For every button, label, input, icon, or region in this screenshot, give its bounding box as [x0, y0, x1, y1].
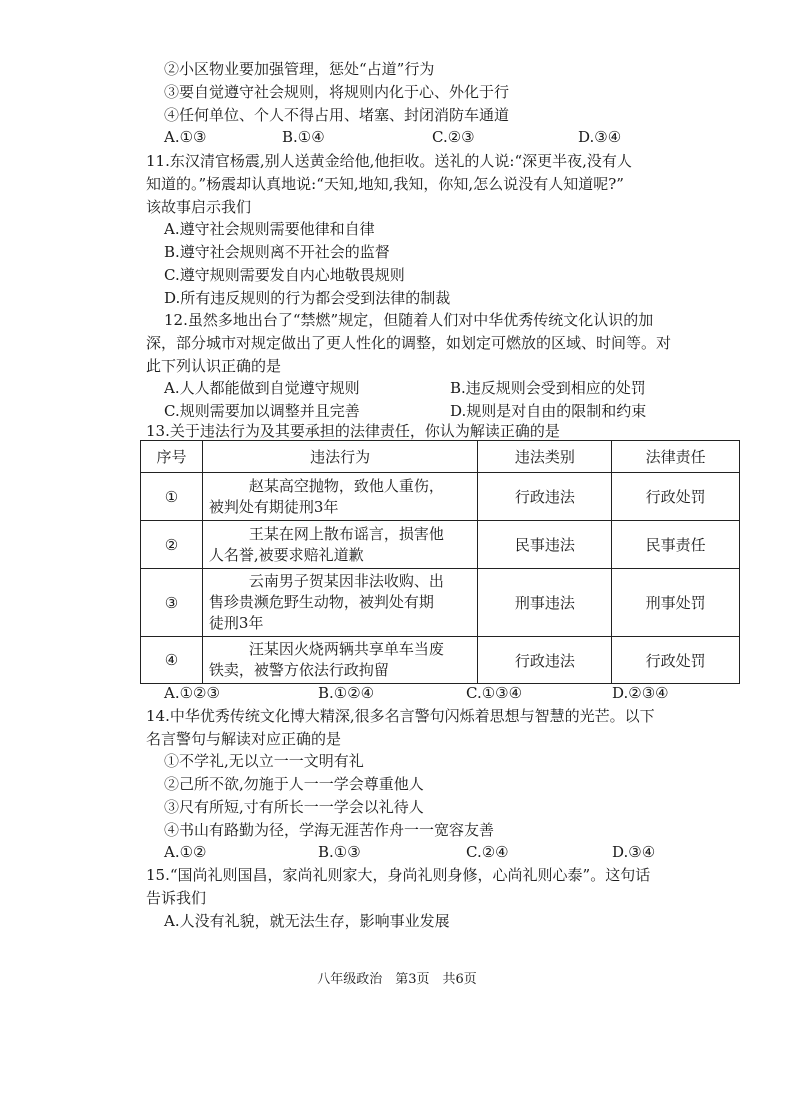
row-type: 行政违法	[478, 637, 612, 684]
q11-choice-b: B.遵守社会规则离不开社会的监督	[164, 243, 390, 261]
violation-table	[140, 440, 740, 684]
q12-choice-b: B.违反规则会受到相应的处罚	[450, 379, 646, 397]
table-row	[141, 637, 740, 684]
q11-stem-line1: 11.东汉清官杨震,别人送黄金给他,他拒收。送礼的人说:“深更半夜,没有人	[146, 152, 632, 170]
header-act: 违法行为	[202, 441, 478, 473]
q11-choice-c: C.遵守规则需要发自内心地敬畏规则	[164, 266, 405, 284]
q12-choice-a: A.人人都能做到自觉遵守规则	[164, 379, 360, 397]
table-row	[141, 521, 740, 569]
q13-choice-a: A.①②③	[164, 684, 220, 702]
table-header-row	[141, 441, 740, 473]
row-type: 民事违法	[478, 521, 612, 569]
option-4: ④任何单位、个人不得占用、堵塞、封闭消防车通道	[164, 106, 510, 124]
choice-c: C.②③	[432, 128, 475, 146]
q13-choice-b: B.①②④	[318, 684, 375, 702]
row-act: 赵某高空抛物，致他人重伤， 被判处有期徒刑3年	[202, 473, 478, 521]
q12-choice-c: C.规则需要加以调整并且完善	[164, 402, 360, 420]
table-row	[141, 569, 740, 637]
choice-b: B.①④	[282, 128, 325, 146]
choice-a: A.①③	[164, 128, 207, 146]
q14-stem-line2: 名言警句与解读对应正确的是	[146, 730, 342, 748]
q11-stem-line2: 知道的。”杨震却认真地说:“天知,地知,我知，你知,怎么说没有人知道呢?”	[146, 175, 624, 193]
choice-d: D.③④	[578, 128, 622, 146]
row-no: ①	[141, 473, 203, 521]
q14-choices	[164, 841, 724, 863]
q12-choices-row1	[164, 377, 724, 399]
option-3: ③要自觉遵守社会规则，将规则内化于心、外化于行	[164, 83, 510, 101]
q14-item-4: ④书山有路勤为径，学海无涯苦作舟一一宽容友善	[164, 821, 495, 839]
q13-choice-c: C.①③④	[466, 684, 523, 702]
row-resp: 刑事处罚	[612, 569, 740, 637]
q14-stem-line1: 14.中华优秀传统文化博大精深,很多名言警句闪烁着思想与智慧的光芒。以下	[146, 707, 655, 725]
q13-choice-d: D.②③④	[612, 684, 669, 702]
row-no: ②	[141, 521, 203, 569]
q13-stem: 13.关于违法行为及其要承担的法律责任，你认为解读正确的是	[146, 422, 560, 440]
row-resp: 行政处罚	[612, 637, 740, 684]
q13-choices	[164, 682, 724, 704]
q12-choices-row2	[164, 400, 724, 422]
row-resp: 行政处罚	[612, 473, 740, 521]
row-type: 行政违法	[478, 473, 612, 521]
row-type: 刑事违法	[478, 569, 612, 637]
q10-choices	[164, 126, 724, 148]
header-resp: 法律责任	[612, 441, 740, 473]
q15-stem-line1: 15.“国尚礼则国昌，家尚礼则家大，身尚礼则身修，心尚礼则心泰”。这句话	[146, 866, 651, 884]
header-no: 序号	[141, 441, 203, 473]
header-type: 违法类别	[478, 441, 612, 473]
q11-choice-a: A.遵守社会规则需要他律和自律	[164, 220, 375, 238]
option-2: ②小区物业要加强管理，惩处“占道”行为	[164, 60, 435, 78]
row-resp: 民事责任	[612, 521, 740, 569]
q11-stem-line3: 该故事启示我们	[146, 198, 252, 216]
row-no: ③	[141, 569, 203, 637]
q15-stem-line2: 告诉我们	[146, 889, 207, 907]
q14-item-3: ③尺有所短,寸有所长一一学会以礼待人	[164, 798, 424, 816]
q12-choice-d: D.规则是对自由的限制和约束	[450, 402, 647, 420]
q12-stem-line1: 12.虽然多地出台了“禁燃”规定，但随着人们对中华优秀传统文化认识的加	[164, 311, 654, 329]
row-act: 汪某因火烧两辆共享单车当废 铁卖，被警方依法行政拘留	[202, 637, 478, 684]
q14-choice-b: B.①③	[318, 843, 361, 861]
q14-item-2: ②己所不欲,勿施于人一一学会尊重他人	[164, 775, 424, 793]
q14-choice-d: D.③④	[612, 843, 656, 861]
q14-choice-a: A.①②	[164, 843, 207, 861]
q14-item-1: ①不学礼,无以立一一文明有礼	[164, 752, 364, 770]
row-no: ④	[141, 637, 203, 684]
row-act: 云南男子贺某因非法收购、出 售珍贵濒危野生动物，被判处有期 徒刑3年	[202, 569, 478, 637]
row-act: 王某在网上散布谣言，损害他 人名誉,被要求赔礼道歉	[202, 521, 478, 569]
q15-choice-a: A.人没有礼貌，就无法生存，影响事业发展	[164, 912, 450, 930]
q14-choice-c: C.②④	[466, 843, 509, 861]
page-footer: 八年级政治 第3页 共6页	[317, 972, 477, 987]
q12-stem-line2: 深，部分城市对规定做出了更人性化的调整，如划定可燃放的区域、时间等。对	[146, 334, 672, 352]
table-row	[141, 473, 740, 521]
q12-stem-line3: 此下列认识正确的是	[146, 357, 282, 375]
q11-choice-d: D.所有违反规则的行为都会受到法律的制裁	[164, 289, 451, 307]
